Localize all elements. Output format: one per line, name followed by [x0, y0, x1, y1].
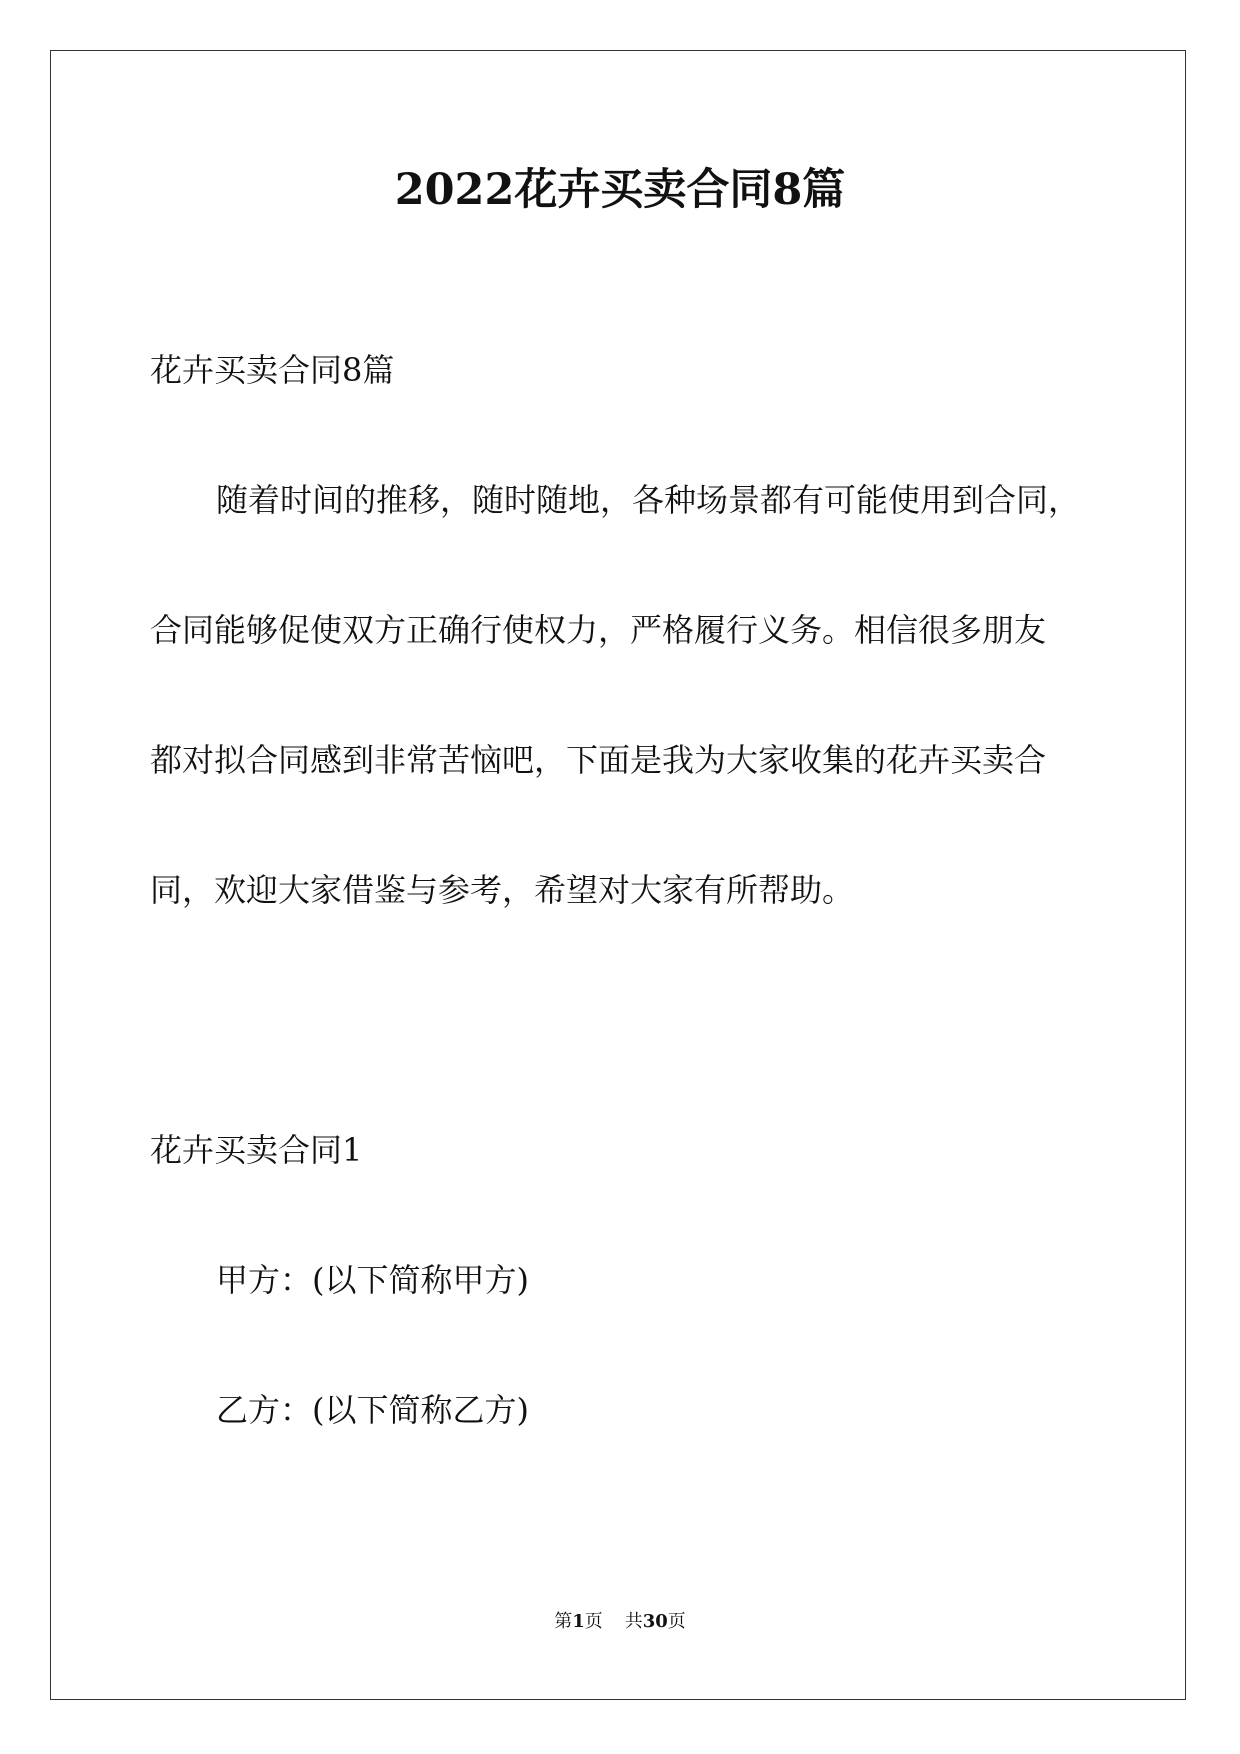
party-b-line: 乙方：(以下简称乙方) [216, 1391, 529, 1429]
party-a-line: 甲方：(以下简称甲方) [216, 1261, 529, 1299]
footer-page-prefix: 第 [554, 1611, 573, 1632]
document-subtitle: 花卉买卖合同8篇 [150, 351, 395, 389]
footer-page-number: 1 [572, 1611, 585, 1632]
footer-total-prefix: 共 [624, 1611, 643, 1632]
intro-line-3: 都对拟合同感到非常苦恼吧，下面是我为大家收集的花卉买卖合 [150, 741, 1047, 779]
intro-line-4: 同，欢迎大家借鉴与参考，希望对大家有所帮助。 [150, 871, 855, 909]
intro-line-2: 合同能够促使双方正确行使权力，严格履行义务。相信很多朋友 [150, 611, 1047, 649]
section-heading: 花卉买卖合同1 [150, 1131, 363, 1169]
intro-line-1: 随着时间的推移，随时随地，各种场景都有可能使用到合同， [216, 481, 1081, 519]
page-footer [0, 1610, 1240, 1634]
document-title: 2022花卉买卖合同8篇 [394, 165, 846, 215]
footer-total-suffix: 页 [667, 1611, 686, 1632]
footer-page-suffix: 页 [584, 1611, 603, 1632]
footer-total-pages: 30 [642, 1611, 668, 1632]
